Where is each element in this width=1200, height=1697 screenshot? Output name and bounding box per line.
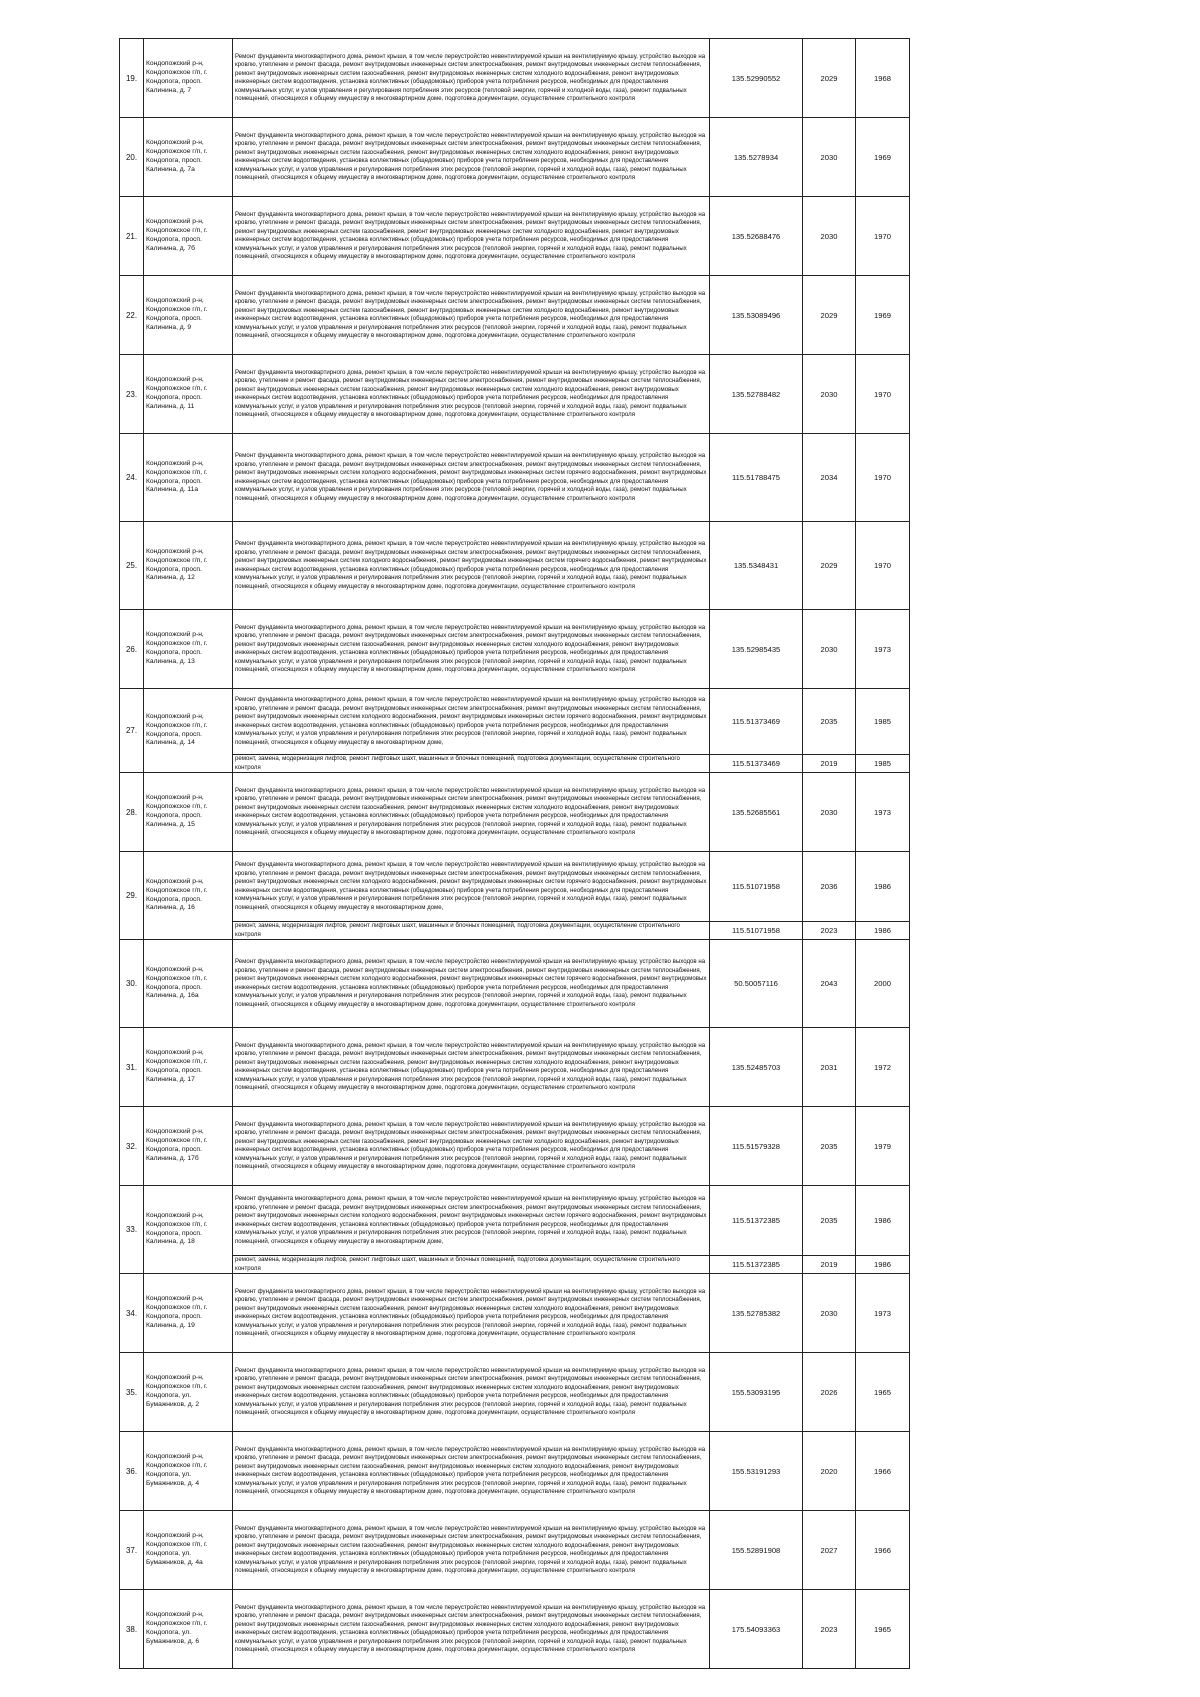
lift-planned-year: 2019	[803, 755, 856, 773]
repair-cost: 115.51373469	[710, 689, 803, 755]
construction-year: 1969	[856, 118, 910, 197]
repair-works: Ремонт фундамента многоквартирного дома, ремонт крыши, в том числе переустройство невентилируемой крыши на вентилируемую крышу, устройство выходов на кровлю, утепление и ремонт фасада, ремонт внутридомовых инженерных систем электроснабжения, ремонт внутридомовых инженерных систем теплоснабжения, ремонт внутридомовых инженерных систем холодного водоснабжения, ремонт внутридомовых инженерных систем горячего водоснабжения, ремонт внутридомовых инженерных систем водоотведения, установка коллективных (общедомовых) приборов учета потребления ресурсов, необходимых для предоставления коммунальных услуг, и узлов управления и регулирования потребления этих ресурсов (тепловой энергии, горячей и холодной воды, газа), ремонт подвальных помещений, относящихся к общему имуществу в многоквартирном доме, подготовка документации, осуществление строительного контроля	[233, 522, 710, 610]
capital-repair-table	[119, 38, 910, 1669]
building-address: Кондопожский р-н, Кондопожское г/п, г. Кондопога, просп. Калинина, д. 16	[144, 852, 233, 940]
table-row	[120, 689, 910, 755]
repair-works: Ремонт фундамента многоквартирного дома, ремонт крыши, в том числе переустройство невентилируемой крыши на вентилируемую крышу, устройство выходов на кровлю, утепление и ремонт фасада, ремонт внутридомовых инженерных систем электроснабжения, ремонт внутридомовых инженерных систем теплоснабжения, ремонт внутридомовых инженерных систем газоснабжения, ремонт внутридомовых инженерных систем холодного водоснабжения, ремонт внутридомовых инженерных систем водоотведения, установка коллективных (общедомовых) приборов учета потребления ресурсов, необходимых для предоставления коммунальных услуг, и узлов управления и регулирования потребления этих ресурсов (тепловой энергии, горячей и холодной воды, газа), ремонт подвальных помещений, относящихся к общему имуществу в многоквартирном доме, подготовка документации, осуществление строительного контроля	[233, 1432, 710, 1511]
building-address: Кондопожский р-н, Кондопожское г/п, г. Кондопога, просп. Калинина, д. 7	[144, 39, 233, 118]
repair-works: Ремонт фундамента многоквартирного дома, ремонт крыши, в том числе переустройство невентилируемой крыши на вентилируемую крышу, устройство выходов на кровлю, утепление и ремонт фасада, ремонт внутридомовых инженерных систем электроснабжения, ремонт внутридомовых инженерных систем теплоснабжения, ремонт внутридомовых инженерных систем холодного водоснабжения, ремонт внутридомовых инженерных систем горячего водоснабжения, ремонт внутридомовых инженерных систем водоотведения, установка коллективных (общедомовых) приборов учета потребления ресурсов, необходимых для предоставления коммунальных услуг, и узлов управления и регулирования потребления этих ресурсов (тепловой энергии, горячей и холодной воды, газа), ремонт подвальных помещений, относящихся к общему имуществу в многоквартирном доме, подготовка документации, осуществление строительного контроля	[233, 940, 710, 1028]
row-number: 33.	[120, 1186, 144, 1274]
row-number: 24.	[120, 434, 144, 522]
planned-year: 2034	[803, 434, 856, 522]
repair-works: Ремонт фундамента многоквартирного дома, ремонт крыши, в том числе переустройство невентилируемой крыши на вентилируемую крышу, устройство выходов на кровлю, утепление и ремонт фасада, ремонт внутридомовых инженерных систем электроснабжения, ремонт внутридомовых инженерных систем теплоснабжения, ремонт внутридомовых инженерных систем газоснабжения, ремонт внутридомовых инженерных систем холодного водоснабжения, ремонт внутридомовых инженерных систем водоотведения, установка коллективных (общедомовых) приборов учета потребления ресурсов, необходимых для предоставления коммунальных услуг, и узлов управления и регулирования потребления этих ресурсов (тепловой энергии, горячей и холодной воды, газа), ремонт подвальных помещений, относящихся к общему имуществу в многоквартирном доме, подготовка документации, осуществление строительного контроля	[233, 39, 710, 118]
repair-cost: 155.53093195	[710, 1353, 803, 1432]
repair-works: Ремонт фундамента многоквартирного дома, ремонт крыши, в том числе переустройство невентилируемой крыши на вентилируемую крышу, устройство выходов на кровлю, утепление и ремонт фасада, ремонт внутридомовых инженерных систем электроснабжения, ремонт внутридомовых инженерных систем теплоснабжения, ремонт внутридомовых инженерных систем газоснабжения, ремонт внутридомовых инженерных систем холодного водоснабжения, ремонт внутридомовых инженерных систем водоотведения, установка коллективных (общедомовых) приборов учета потребления ресурсов, необходимых для предоставления коммунальных услуг, и узлов управления и регулирования потребления этих ресурсов (тепловой энергии, горячей и холодной воды, газа), ремонт подвальных помещений, относящихся к общему имуществу в многоквартирном доме, подготовка документации, осуществление строительного контроля	[233, 1274, 710, 1353]
table-row	[120, 610, 910, 689]
repair-works: Ремонт фундамента многоквартирного дома, ремонт крыши, в том числе переустройство невентилируемой крыши на вентилируемую крышу, устройство выходов на кровлю, утепление и ремонт фасада, ремонт внутридомовых инженерных систем электроснабжения, ремонт внутридомовых инженерных систем теплоснабжения, ремонт внутридомовых инженерных систем газоснабжения, ремонт внутридомовых инженерных систем холодного водоснабжения, ремонт внутридомовых инженерных систем водоотведения, установка коллективных (общедомовых) приборов учета потребления ресурсов, необходимых для предоставления коммунальных услуг, и узлов управления и регулирования потребления этих ресурсов (тепловой энергии, горячей и холодной воды, газа), ремонт подвальных помещений, относящихся к общему имуществу в многоквартирном доме, подготовка документации, осуществление строительного контроля	[233, 773, 710, 852]
table-row	[120, 773, 910, 852]
table-subrow	[120, 755, 910, 773]
repair-works: Ремонт фундамента многоквартирного дома, ремонт крыши, в том числе переустройство невентилируемой крыши на вентилируемую крышу, устройство выходов на кровлю, утепление и ремонт фасада, ремонт внутридомовых инженерных систем электроснабжения, ремонт внутридомовых инженерных систем теплоснабжения, ремонт внутридомовых инженерных систем газоснабжения, ремонт внутридомовых инженерных систем холодного водоснабжения, ремонт внутридомовых инженерных систем водоотведения, установка коллективных (общедомовых) приборов учета потребления ресурсов, необходимых для предоставления коммунальных услуг, и узлов управления и регулирования потребления этих ресурсов (тепловой энергии, горячей и холодной воды, газа), ремонт подвальных помещений, относящихся к общему имуществу в многоквартирном доме, подготовка документации, осуществление строительного контроля	[233, 1511, 710, 1590]
table-body	[120, 39, 910, 1669]
table-row	[120, 118, 910, 197]
lift-construction-year: 1985	[856, 755, 910, 773]
repair-cost: 135.52485703	[710, 1028, 803, 1107]
planned-year: 2029	[803, 522, 856, 610]
lift-repair-cost: 115.51372385	[710, 1256, 803, 1274]
row-number: 35.	[120, 1353, 144, 1432]
row-number: 22.	[120, 276, 144, 355]
construction-year: 1985	[856, 689, 910, 755]
building-address: Кондопожский р-н, Кондопожское г/п, г. Кондопога, ул. Бумажников, д. 4а	[144, 1511, 233, 1590]
repair-works: Ремонт фундамента многоквартирного дома, ремонт крыши, в том числе переустройство невентилируемой крыши на вентилируемую крышу, устройство выходов на кровлю, утепление и ремонт фасада, ремонт внутридомовых инженерных систем электроснабжения, ремонт внутридомовых инженерных систем теплоснабжения, ремонт внутридомовых инженерных систем холодного водоснабжения, ремонт внутридомовых инженерных систем горячего водоснабжения, ремонт внутридомовых инженерных систем водоотведения, установка коллективных (общедомовых) приборов учета потребления ресурсов, необходимых для предоставления коммунальных услуг, и узлов управления и регулирования потребления этих ресурсов (тепловой энергии, горячей и холодной воды, газа), ремонт подвальных помещений, относящихся к общему имуществу в многоквартирном доме,	[233, 689, 710, 755]
table-row	[120, 1353, 910, 1432]
building-address: Кондопожский р-н, Кондопожское г/п, г. Кондопога, просп. Калинина, д. 7б	[144, 197, 233, 276]
repair-cost: 50.50057116	[710, 940, 803, 1028]
building-address: Кондопожский р-н, Кондопожское г/п, г. Кондопога, просп. Калинина, д. 14	[144, 689, 233, 773]
repair-cost: 135.5348431	[710, 522, 803, 610]
repair-works: Ремонт фундамента многоквартирного дома, ремонт крыши, в том числе переустройство невентилируемой крыши на вентилируемую крышу, устройство выходов на кровлю, утепление и ремонт фасада, ремонт внутридомовых инженерных систем электроснабжения, ремонт внутридомовых инженерных систем теплоснабжения, ремонт внутридомовых инженерных систем холодного водоснабжения, ремонт внутридомовых инженерных систем горячего водоснабжения, ремонт внутридомовых инженерных систем водоотведения, установка коллективных (общедомовых) приборов учета потребления ресурсов, необходимых для предоставления коммунальных услуг, и узлов управления и регулирования потребления этих ресурсов (тепловой энергии, горячей и холодной воды, газа), ремонт подвальных помещений, относящихся к общему имуществу в многоквартирном доме,	[233, 1186, 710, 1256]
lift-construction-year: 1986	[856, 1256, 910, 1274]
table-row	[120, 1107, 910, 1186]
repair-works: Ремонт фундамента многоквартирного дома, ремонт крыши, в том числе переустройство невентилируемой крыши на вентилируемую крышу, устройство выходов на кровлю, утепление и ремонт фасада, ремонт внутридомовых инженерных систем электроснабжения, ремонт внутридомовых инженерных систем теплоснабжения, ремонт внутридомовых инженерных систем газоснабжения, ремонт внутридомовых инженерных систем холодного водоснабжения, ремонт внутридомовых инженерных систем водоотведения, установка коллективных (общедомовых) приборов учета потребления ресурсов, необходимых для предоставления коммунальных услуг, и узлов управления и регулирования потребления этих ресурсов (тепловой энергии, горячей и холодной воды, газа), ремонт подвальных помещений, относящихся к общему имуществу в многоквартирном доме, подготовка документации, осуществление строительного контроля	[233, 1028, 710, 1107]
repair-works: Ремонт фундамента многоквартирного дома, ремонт крыши, в том числе переустройство невентилируемой крыши на вентилируемую крышу, устройство выходов на кровлю, утепление и ремонт фасада, ремонт внутридомовых инженерных систем электроснабжения, ремонт внутридомовых инженерных систем теплоснабжения, ремонт внутридомовых инженерных систем газоснабжения, ремонт внутридомовых инженерных систем холодного водоснабжения, ремонт внутридомовых инженерных систем водоотведения, установка коллективных (общедомовых) приборов учета потребления ресурсов, необходимых для предоставления коммунальных услуг, и узлов управления и регулирования потребления этих ресурсов (тепловой энергии, горячей и холодной воды, газа), ремонт подвальных помещений, относящихся к общему имуществу в многоквартирном доме, подготовка документации, осуществление строительного контроля	[233, 197, 710, 276]
building-address: Кондопожский р-н, Кондопожское г/п, г. Кондопога, просп. Калинина, д. 12	[144, 522, 233, 610]
table-row	[120, 1028, 910, 1107]
construction-year: 1970	[856, 522, 910, 610]
table-row	[120, 1186, 910, 1256]
repair-works: Ремонт фундамента многоквартирного дома, ремонт крыши, в том числе переустройство невентилируемой крыши на вентилируемую крышу, устройство выходов на кровлю, утепление и ремонт фасада, ремонт внутридомовых инженерных систем электроснабжения, ремонт внутридомовых инженерных систем теплоснабжения, ремонт внутридомовых инженерных систем газоснабжения, ремонт внутридомовых инженерных систем холодного водоснабжения, ремонт внутридомовых инженерных систем водоотведения, установка коллективных (общедомовых) приборов учета потребления ресурсов, необходимых для предоставления коммунальных услуг, и узлов управления и регулирования потребления этих ресурсов (тепловой энергии, горячей и холодной воды, газа), ремонт подвальных помещений, относящихся к общему имуществу в многоквартирном доме, подготовка документации, осуществление строительного контроля	[233, 1353, 710, 1432]
row-number: 36.	[120, 1432, 144, 1511]
repair-works: Ремонт фундамента многоквартирного дома, ремонт крыши, в том числе переустройство невентилируемой крыши на вентилируемую крышу, устройство выходов на кровлю, утепление и ремонт фасада, ремонт внутридомовых инженерных систем электроснабжения, ремонт внутридомовых инженерных систем теплоснабжения, ремонт внутридомовых инженерных систем газоснабжения, ремонт внутридомовых инженерных систем холодного водоснабжения, ремонт внутридомовых инженерных систем водоотведения, установка коллективных (общедомовых) приборов учета потребления ресурсов, необходимых для предоставления коммунальных услуг, и узлов управления и регулирования потребления этих ресурсов (тепловой энергии, горячей и холодной воды, газа), ремонт подвальных помещений, относящихся к общему имуществу в многоквартирном доме, подготовка документации, осуществление строительного контроля	[233, 276, 710, 355]
building-address: Кондопожский р-н, Кондопожское г/п, г. Кондопога, ул. Бумажников, д. 2	[144, 1353, 233, 1432]
planned-year: 2035	[803, 1107, 856, 1186]
table-row	[120, 1511, 910, 1590]
construction-year: 1966	[856, 1432, 910, 1511]
row-number: 29.	[120, 852, 144, 940]
repair-works: Ремонт фундамента многоквартирного дома, ремонт крыши, в том числе переустройство невентилируемой крыши на вентилируемую крышу, устройство выходов на кровлю, утепление и ремонт фасада, ремонт внутридомовых инженерных систем электроснабжения, ремонт внутридомовых инженерных систем теплоснабжения, ремонт внутридомовых инженерных систем газоснабжения, ремонт внутридомовых инженерных систем холодного водоснабжения, ремонт внутридомовых инженерных систем водоотведения, установка коллективных (общедомовых) приборов учета потребления ресурсов, необходимых для предоставления коммунальных услуг, и узлов управления и регулирования потребления этих ресурсов (тепловой энергии, горячей и холодной воды, газа), ремонт подвальных помещений, относящихся к общему имуществу в многоквартирном доме, подготовка документации, осуществление строительного контроля	[233, 610, 710, 689]
building-address: Кондопожский р-н, Кондопожское г/п, г. Кондопога, просп. Калинина, д. 17	[144, 1028, 233, 1107]
planned-year: 2036	[803, 852, 856, 922]
repair-cost: 115.51372385	[710, 1186, 803, 1256]
repair-cost: 135.52688476	[710, 197, 803, 276]
construction-year: 1973	[856, 773, 910, 852]
row-number: 23.	[120, 355, 144, 434]
planned-year: 2023	[803, 1590, 856, 1669]
row-number: 27.	[120, 689, 144, 773]
table-row	[120, 39, 910, 118]
construction-year: 2000	[856, 940, 910, 1028]
lift-construction-year: 1986	[856, 922, 910, 940]
row-number: 26.	[120, 610, 144, 689]
table-row	[120, 940, 910, 1028]
table-row	[120, 197, 910, 276]
table-row	[120, 1274, 910, 1353]
building-address: Кондопожский р-н, Кондопожское г/п, г. Кондопога, ул. Бумажников, д. 6	[144, 1590, 233, 1669]
row-number: 31.	[120, 1028, 144, 1107]
repair-cost: 155.52891908	[710, 1511, 803, 1590]
construction-year: 1970	[856, 197, 910, 276]
construction-year: 1986	[856, 1186, 910, 1256]
planned-year: 2035	[803, 689, 856, 755]
row-number: 37.	[120, 1511, 144, 1590]
table-row	[120, 852, 910, 922]
row-number: 38.	[120, 1590, 144, 1669]
planned-year: 2031	[803, 1028, 856, 1107]
table-subrow	[120, 922, 910, 940]
construction-year: 1969	[856, 276, 910, 355]
planned-year: 2030	[803, 610, 856, 689]
repair-cost: 135.52785382	[710, 1274, 803, 1353]
building-address: Кондопожский р-н, Кондопожское г/п, г. Кондопога, просп. Калинина, д. 11а	[144, 434, 233, 522]
construction-year: 1970	[856, 434, 910, 522]
table-row	[120, 1432, 910, 1511]
lift-repair-cost: 115.51373469	[710, 755, 803, 773]
repair-cost: 135.52985435	[710, 610, 803, 689]
table-row	[120, 355, 910, 434]
row-number: 32.	[120, 1107, 144, 1186]
row-number: 28.	[120, 773, 144, 852]
building-address: Кондопожский р-н, Кондопожское г/п, г. Кондопога, просп. Калинина, д. 18	[144, 1186, 233, 1274]
construction-year: 1970	[856, 355, 910, 434]
building-address: Кондопожский р-н, Кондопожское г/п, г. Кондопога, просп. Калинина, д. 19	[144, 1274, 233, 1353]
repair-cost: 155.53191293	[710, 1432, 803, 1511]
repair-works: Ремонт фундамента многоквартирного дома, ремонт крыши, в том числе переустройство невентилируемой крыши на вентилируемую крышу, устройство выходов на кровлю, утепление и ремонт фасада, ремонт внутридомовых инженерных систем электроснабжения, ремонт внутридомовых инженерных систем теплоснабжения, ремонт внутридомовых инженерных систем холодного водоснабжения, ремонт внутридомовых инженерных систем горячего водоснабжения, ремонт внутридомовых инженерных систем водоотведения, установка коллективных (общедомовых) приборов учета потребления ресурсов, необходимых для предоставления коммунальных услуг, и узлов управления и регулирования потребления этих ресурсов (тепловой энергии, горячей и холодной воды, газа), ремонт подвальных помещений, относящихся к общему имуществу в многоквартирном доме, подготовка документации, осуществление строительного контроля	[233, 434, 710, 522]
repair-cost: 135.5278934	[710, 118, 803, 197]
planned-year: 2030	[803, 197, 856, 276]
planned-year: 2029	[803, 276, 856, 355]
repair-works: Ремонт фундамента многоквартирного дома, ремонт крыши, в том числе переустройство невентилируемой крыши на вентилируемую крышу, устройство выходов на кровлю, утепление и ремонт фасада, ремонт внутридомовых инженерных систем электроснабжения, ремонт внутридомовых инженерных систем теплоснабжения, ремонт внутридомовых инженерных систем газоснабжения, ремонт внутридомовых инженерных систем холодного водоснабжения, ремонт внутридомовых инженерных систем водоотведения, установка коллективных (общедомовых) приборов учета потребления ресурсов, необходимых для предоставления коммунальных услуг, и узлов управления и регулирования потребления этих ресурсов (тепловой энергии, горячей и холодной воды, газа), ремонт подвальных помещений, относящихся к общему имуществу в многоквартирном доме, подготовка документации, осуществление строительного контроля	[233, 1590, 710, 1669]
repair-cost: 135.52788482	[710, 355, 803, 434]
planned-year: 2030	[803, 773, 856, 852]
repair-cost: 175.54093363	[710, 1590, 803, 1669]
planned-year: 2043	[803, 940, 856, 1028]
planned-year: 2035	[803, 1186, 856, 1256]
lift-planned-year: 2023	[803, 922, 856, 940]
building-address: Кондопожский р-н, Кондопожское г/п, г. Кондопога, просп. Калинина, д. 17б	[144, 1107, 233, 1186]
construction-year: 1965	[856, 1590, 910, 1669]
building-address: Кондопожский р-н, Кондопожское г/п, г. Кондопога, просп. Калинина, д. 16а	[144, 940, 233, 1028]
row-number: 34.	[120, 1274, 144, 1353]
table-row	[120, 1590, 910, 1669]
planned-year: 2027	[803, 1511, 856, 1590]
planned-year: 2026	[803, 1353, 856, 1432]
construction-year: 1973	[856, 610, 910, 689]
lift-repair-works: ремонт, замена, модернизация лифтов, ремонт лифтовых шахт, машинных и блочных помещений, подготовка документации, осуществление строительного контроля	[233, 1256, 710, 1274]
planned-year: 2030	[803, 1274, 856, 1353]
repair-cost: 135.53089496	[710, 276, 803, 355]
row-number: 19.	[120, 39, 144, 118]
repair-works: Ремонт фундамента многоквартирного дома, ремонт крыши, в том числе переустройство невентилируемой крыши на вентилируемую крышу, устройство выходов на кровлю, утепление и ремонт фасада, ремонт внутридомовых инженерных систем электроснабжения, ремонт внутридомовых инженерных систем теплоснабжения, ремонт внутридомовых инженерных систем газоснабжения, ремонт внутридомовых инженерных систем холодного водоснабжения, ремонт внутридомовых инженерных систем водоотведения, установка коллективных (общедомовых) приборов учета потребления ресурсов, необходимых для предоставления коммунальных услуг, и узлов управления и регулирования потребления этих ресурсов (тепловой энергии, горячей и холодной воды, газа), ремонт подвальных помещений, относящихся к общему имуществу в многоквартирном доме, подготовка документации, осуществление строительного контроля	[233, 1107, 710, 1186]
building-address: Кондопожский р-н, Кондопожское г/п, г. Кондопога, просп. Калинина, д. 15	[144, 773, 233, 852]
planned-year: 2030	[803, 355, 856, 434]
planned-year: 2029	[803, 39, 856, 118]
lift-repair-works: ремонт, замена, модернизация лифтов, ремонт лифтовых шахт, машинных и блочных помещений, подготовка документации, осуществление строительного контроля	[233, 755, 710, 773]
repair-works: Ремонт фундамента многоквартирного дома, ремонт крыши, в том числе переустройство невентилируемой крыши на вентилируемую крышу, устройство выходов на кровлю, утепление и ремонт фасада, ремонт внутридомовых инженерных систем электроснабжения, ремонт внутридомовых инженерных систем теплоснабжения, ремонт внутридомовых инженерных систем газоснабжения, ремонт внутридомовых инженерных систем холодного водоснабжения, ремонт внутридомовых инженерных систем водоотведения, установка коллективных (общедомовых) приборов учета потребления ресурсов, необходимых для предоставления коммунальных услуг, и узлов управления и регулирования потребления этих ресурсов (тепловой энергии, горячей и холодной воды, газа), ремонт подвальных помещений, относящихся к общему имуществу в многоквартирном доме, подготовка документации, осуществление строительного контроля	[233, 355, 710, 434]
table-row	[120, 434, 910, 522]
lift-repair-works: ремонт, замена, модернизация лифтов, ремонт лифтовых шахт, машинных и блочных помещений, подготовка документации, осуществление строительного контроля	[233, 922, 710, 940]
building-address: Кондопожский р-н, Кондопожское г/п, г. Кондопога, просп. Калинина, д. 11	[144, 355, 233, 434]
construction-year: 1972	[856, 1028, 910, 1107]
construction-year: 1968	[856, 39, 910, 118]
building-address: Кондопожский р-н, Кондопожское г/п, г. Кондопога, ул. Бумажников, д. 4	[144, 1432, 233, 1511]
construction-year: 1965	[856, 1353, 910, 1432]
construction-year: 1979	[856, 1107, 910, 1186]
repair-works: Ремонт фундамента многоквартирного дома, ремонт крыши, в том числе переустройство невентилируемой крыши на вентилируемую крышу, устройство выходов на кровлю, утепление и ремонт фасада, ремонт внутридомовых инженерных систем электроснабжения, ремонт внутридомовых инженерных систем теплоснабжения, ремонт внутридомовых инженерных систем холодного водоснабжения, ремонт внутридомовых инженерных систем горячего водоснабжения, ремонт внутридомовых инженерных систем водоотведения, установка коллективных (общедомовых) приборов учета потребления ресурсов, необходимых для предоставления коммунальных услуг, и узлов управления и регулирования потребления этих ресурсов (тепловой энергии, горячей и холодной воды, газа), ремонт подвальных помещений, относящихся к общему имуществу в многоквартирном доме,	[233, 852, 710, 922]
lift-planned-year: 2019	[803, 1256, 856, 1274]
row-number: 21.	[120, 197, 144, 276]
lift-repair-cost: 115.51071958	[710, 922, 803, 940]
construction-year: 1986	[856, 852, 910, 922]
planned-year: 2020	[803, 1432, 856, 1511]
building-address: Кондопожский р-н, Кондопожское г/п, г. Кондопога, просп. Калинина, д. 13	[144, 610, 233, 689]
repair-cost: 115.51579328	[710, 1107, 803, 1186]
row-number: 30.	[120, 940, 144, 1028]
table-row	[120, 276, 910, 355]
row-number: 20.	[120, 118, 144, 197]
planned-year: 2030	[803, 118, 856, 197]
repair-cost: 135.52685561	[710, 773, 803, 852]
building-address: Кондопожский р-н, Кондопожское г/п, г. Кондопога, просп. Калинина, д. 9	[144, 276, 233, 355]
repair-works: Ремонт фундамента многоквартирного дома, ремонт крыши, в том числе переустройство невентилируемой крыши на вентилируемую крышу, устройство выходов на кровлю, утепление и ремонт фасада, ремонт внутридомовых инженерных систем электроснабжения, ремонт внутридомовых инженерных систем теплоснабжения, ремонт внутридомовых инженерных систем газоснабжения, ремонт внутридомовых инженерных систем холодного водоснабжения, ремонт внутридомовых инженерных систем водоотведения, установка коллективных (общедомовых) приборов учета потребления ресурсов, необходимых для предоставления коммунальных услуг, и узлов управления и регулирования потребления этих ресурсов (тепловой энергии, горячей и холодной воды, газа), ремонт подвальных помещений, относящихся к общему имуществу в многоквартирном доме, подготовка документации, осуществление строительного контроля	[233, 118, 710, 197]
row-number: 25.	[120, 522, 144, 610]
table-row	[120, 522, 910, 610]
repair-cost: 115.51071958	[710, 852, 803, 922]
building-address: Кондопожский р-н, Кондопожское г/п, г. Кондопога, просп. Калинина, д. 7а	[144, 118, 233, 197]
construction-year: 1966	[856, 1511, 910, 1590]
repair-cost: 115.51788475	[710, 434, 803, 522]
construction-year: 1973	[856, 1274, 910, 1353]
table-subrow	[120, 1256, 910, 1274]
repair-cost: 135.52990552	[710, 39, 803, 118]
